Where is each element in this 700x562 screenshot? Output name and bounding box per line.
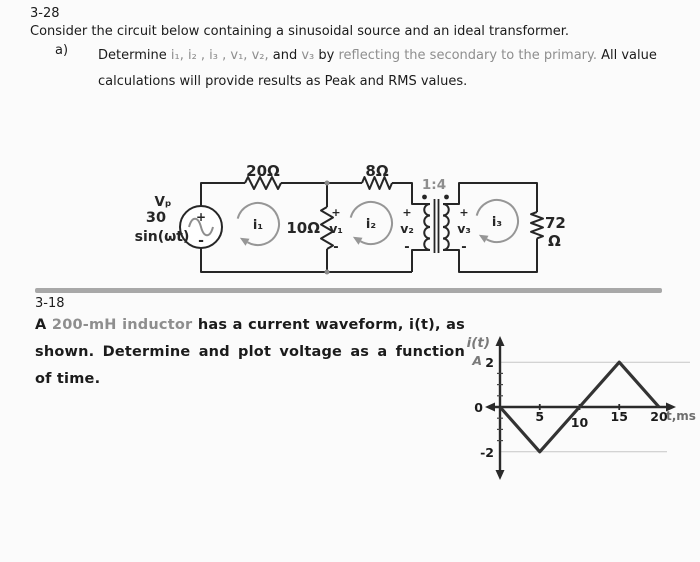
circuit-diagram — [120, 148, 590, 290]
v1-label: v₁ — [329, 221, 343, 236]
part-a-seg3: and — [268, 48, 302, 63]
part-a-text — [98, 43, 676, 95]
y-axis-label: i(t) — [466, 335, 490, 351]
problem2-seg3: has a current waveform, i(t), as shown. Determine and plot voltage as a function of time. — [35, 317, 465, 387]
part-a-v3: v₃ — [301, 48, 315, 63]
part-a-seg1: Determine — [98, 48, 171, 63]
section-divider — [35, 288, 662, 293]
source-minus-sign: - — [198, 233, 204, 249]
v1-plus: + — [331, 206, 341, 219]
mesh-current-arrows — [238, 200, 518, 246]
primary-winding — [424, 204, 430, 250]
v1-minus: - — [333, 240, 339, 255]
origin-label: 0 — [474, 400, 483, 415]
problem1-number: 3-28 — [30, 6, 60, 21]
junction-dot-bottom — [325, 270, 330, 275]
problem1-part-a — [55, 43, 676, 95]
x-axis-label: t,ms — [666, 409, 696, 423]
r4-label-ohm: Ω — [548, 232, 561, 250]
y-axis-unit-label: A — [472, 353, 482, 368]
problem2-number: 3-18 — [35, 296, 65, 311]
mesh-current-i1-label: i₁ — [252, 218, 264, 233]
resistor-72ohm — [531, 212, 543, 238]
problem2-inductor: 200-mH inductor — [51, 317, 193, 333]
v2-plus: + — [402, 206, 412, 219]
svg-text:10: 10 — [570, 415, 589, 430]
source-plus-sign: + — [195, 210, 207, 224]
mesh-current-i3-label: i₃ — [491, 215, 503, 230]
v2-polarity — [400, 206, 414, 255]
svg-text:-2: -2 — [480, 444, 494, 460]
v3-label: v₃ — [457, 221, 471, 236]
r2-label: 8Ω — [365, 162, 389, 180]
problem2-text — [35, 312, 465, 393]
source-label-vp: Vₚ — [154, 194, 172, 210]
x-axis-left-arrow — [485, 403, 495, 412]
v2-label: v₂ — [400, 221, 414, 236]
y-axis-up-arrow — [496, 336, 505, 346]
svg-text:15: 15 — [610, 409, 628, 424]
x-tick-labels — [535, 409, 668, 430]
part-a-seg5: by — [314, 48, 339, 63]
y-axis-down-arrow — [496, 470, 505, 480]
part-a-seg7: All value calculations will provide results as Peak and RMS values. — [98, 48, 657, 89]
secondary-winding — [443, 204, 449, 250]
r3-label: 10Ω — [286, 219, 320, 237]
v3-plus: + — [459, 206, 469, 219]
svg-text:5: 5 — [535, 409, 545, 424]
part-a-variables: i₁, i₂ , i₃ , v₁, v₂, — [170, 48, 269, 63]
v3-minus: - — [461, 240, 467, 255]
problem2-seg1: A — [35, 317, 52, 333]
part-a-label: a) — [55, 43, 69, 58]
dot-secondary — [444, 195, 449, 200]
r4-label-value: 72 — [545, 214, 566, 232]
turns-ratio-label: 1:4 — [421, 177, 447, 193]
r1-label: 20Ω — [246, 162, 280, 180]
mesh-current-i2-label: i₂ — [365, 217, 377, 232]
part-a-reflecting: reflecting the secondary to the primary. — [338, 48, 597, 63]
source-label-amplitude: 30 — [145, 210, 167, 226]
svg-text:20: 20 — [650, 409, 668, 424]
svg-text:2: 2 — [485, 355, 494, 371]
dot-primary — [422, 195, 427, 200]
junction-dot-top — [325, 181, 330, 186]
source-label-sin: sin(ωt) — [134, 229, 190, 245]
v2-minus: - — [404, 240, 410, 255]
current-waveform-chart — [455, 330, 700, 508]
problem1-intro: Consider the circuit below containing a sinusoidal source and an ideal transformer. — [30, 24, 570, 39]
v3-polarity — [457, 206, 471, 255]
